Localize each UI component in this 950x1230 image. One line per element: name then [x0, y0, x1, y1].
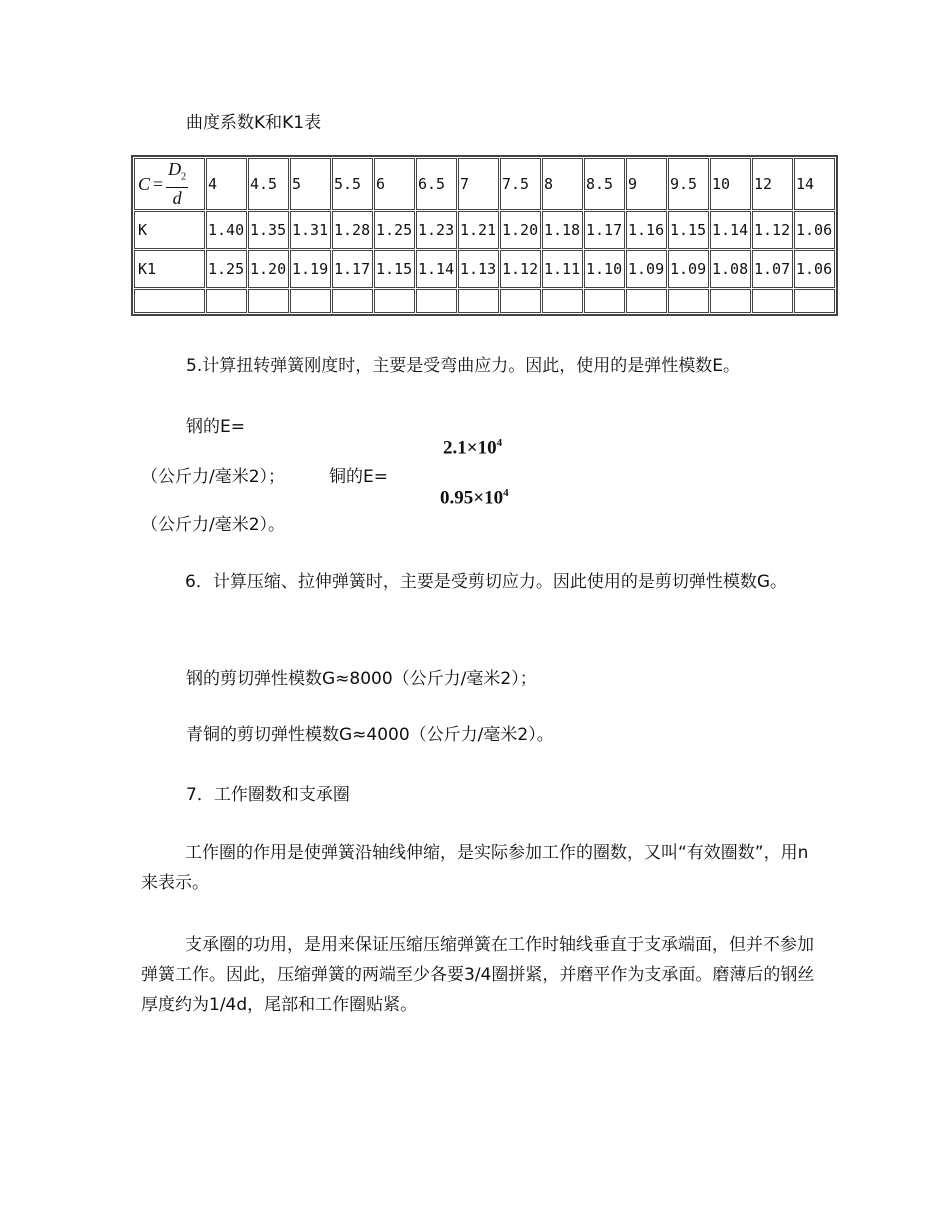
header-value-cell: 9	[626, 158, 667, 210]
header-value-cell: 8.5	[584, 158, 625, 210]
empty-cell	[416, 289, 457, 313]
header-value-cell: 12	[752, 158, 793, 210]
empty-cell	[290, 289, 331, 313]
table-cell: 1.18	[542, 211, 583, 249]
table-cell: 1.17	[584, 211, 625, 249]
empty-cell	[500, 289, 541, 313]
table-cell: 1.19	[290, 250, 331, 288]
header-value-cell: 14	[794, 158, 835, 210]
table-cell: 1.20	[248, 250, 289, 288]
empty-cell	[458, 289, 499, 313]
table-cell: 1.14	[710, 211, 751, 249]
table-cell: 1.21	[458, 211, 499, 249]
paragraph-shear: 6．计算压缩、拉伸弹簧时，主要是受剪切应力。因此使用的是剪切弹性模数G。	[185, 572, 787, 592]
table-cell: 1.15	[374, 250, 415, 288]
header-value-cell: 10	[710, 158, 751, 210]
header-value-cell: 9.5	[668, 158, 709, 210]
table-cell: 1.13	[458, 250, 499, 288]
empty-cell	[206, 289, 247, 313]
table-header-row	[134, 158, 835, 210]
table-row-k	[134, 211, 835, 249]
header-value-cell: 4	[206, 158, 247, 210]
steel-e-value: $2.1\times 10^4$	[443, 437, 503, 459]
table-cell: 1.40	[206, 211, 247, 249]
table-cell: 1.23	[416, 211, 457, 249]
table-cell: 1.12	[752, 211, 793, 249]
table-cell: 1.09	[626, 250, 667, 288]
row-label: K1	[134, 250, 205, 288]
table-cell: 1.07	[752, 250, 793, 288]
table-cell: 1.06	[794, 211, 835, 249]
empty-cell	[374, 289, 415, 313]
empty-cell	[668, 289, 709, 313]
empty-cell	[248, 289, 289, 313]
table-cell: 1.12	[500, 250, 541, 288]
table-row-empty	[134, 289, 835, 313]
empty-cell	[134, 289, 205, 313]
empty-cell	[794, 289, 835, 313]
header-value-cell: 7	[458, 158, 499, 210]
table-cell: 1.08	[710, 250, 751, 288]
header-value-cell: 6	[374, 158, 415, 210]
table-cell: 1.17	[332, 250, 373, 288]
row-label: K	[134, 211, 205, 249]
paragraph-torsion: 5.计算扭转弹簧刚度时，主要是受弯曲应力。因此，使用的是弹性模数E。	[186, 356, 740, 376]
empty-cell	[542, 289, 583, 313]
unit-line-2: （公斤力/毫米2）。	[141, 515, 286, 535]
empty-cell	[626, 289, 667, 313]
copper-e-value: $0.95\times 10^4$	[440, 487, 509, 509]
table-cell: 1.06	[794, 250, 835, 288]
section-heading-coils: 7．工作圈数和支承圈	[186, 785, 350, 805]
header-value-cell: 5.5	[332, 158, 373, 210]
spring-index-formula	[138, 160, 188, 208]
header-value-cell: 5	[290, 158, 331, 210]
table-cell: 1.11	[542, 250, 583, 288]
header-value-cell: 8	[542, 158, 583, 210]
empty-cell	[584, 289, 625, 313]
table-cell: 1.20	[500, 211, 541, 249]
paragraph-working-coils: 工作圈的作用是使弹簧沿轴线伸缩，是实际参加工作的圈数，又叫“有效圈数”，用n来表示。	[141, 843, 809, 893]
table-cell: 1.25	[206, 250, 247, 288]
steel-e-label: 钢的E=	[186, 417, 245, 437]
header-value-cell: 4.5	[248, 158, 289, 210]
table-cell: 1.16	[626, 211, 667, 249]
header-formula-cell	[134, 158, 205, 210]
header-value-cell: 6.5	[416, 158, 457, 210]
formula-denominator: d	[172, 187, 182, 208]
table-caption: 曲度系数K和K1表	[186, 113, 322, 133]
table-cell: 1.25	[374, 211, 415, 249]
curvature-coefficient-table	[131, 155, 838, 316]
paragraph-support-coils: 支承圈的功用，是用来保证压缩压缩弹簧在工作时轴线垂直于支承端面，但并不参加弹簧工作。因此，压缩弹簧的两端至少各要3/4圈拼紧，并磨平作为支承面。磨薄后的钢丝厚度约为1/4d，尾部和工作圈贴紧。	[141, 935, 815, 1015]
unit-line-1: （公斤力/毫米2）；	[141, 467, 286, 487]
table-row-k1	[134, 250, 835, 288]
formula-numerator: $D_2$	[166, 160, 188, 188]
empty-cell	[710, 289, 751, 313]
bronze-g-line: 青铜的剪切弹性模数G≈4000（公斤力/毫米2）。	[186, 725, 554, 745]
table-cell: 1.10	[584, 250, 625, 288]
table-cell: 1.28	[332, 211, 373, 249]
table-cell: 1.14	[416, 250, 457, 288]
empty-cell	[752, 289, 793, 313]
copper-e-label: 铜的E=	[329, 467, 388, 487]
formula-lhs: C	[138, 173, 151, 194]
steel-g-line: 钢的剪切弹性模数G≈8000（公斤力/毫米2）；	[186, 669, 537, 689]
table-cell: 1.09	[668, 250, 709, 288]
empty-cell	[332, 289, 373, 313]
table-cell: 1.31	[290, 211, 331, 249]
table-cell: 1.15	[668, 211, 709, 249]
header-value-cell: 7.5	[500, 158, 541, 210]
table-cell: 1.35	[248, 211, 289, 249]
formula-eq: =	[153, 173, 164, 194]
